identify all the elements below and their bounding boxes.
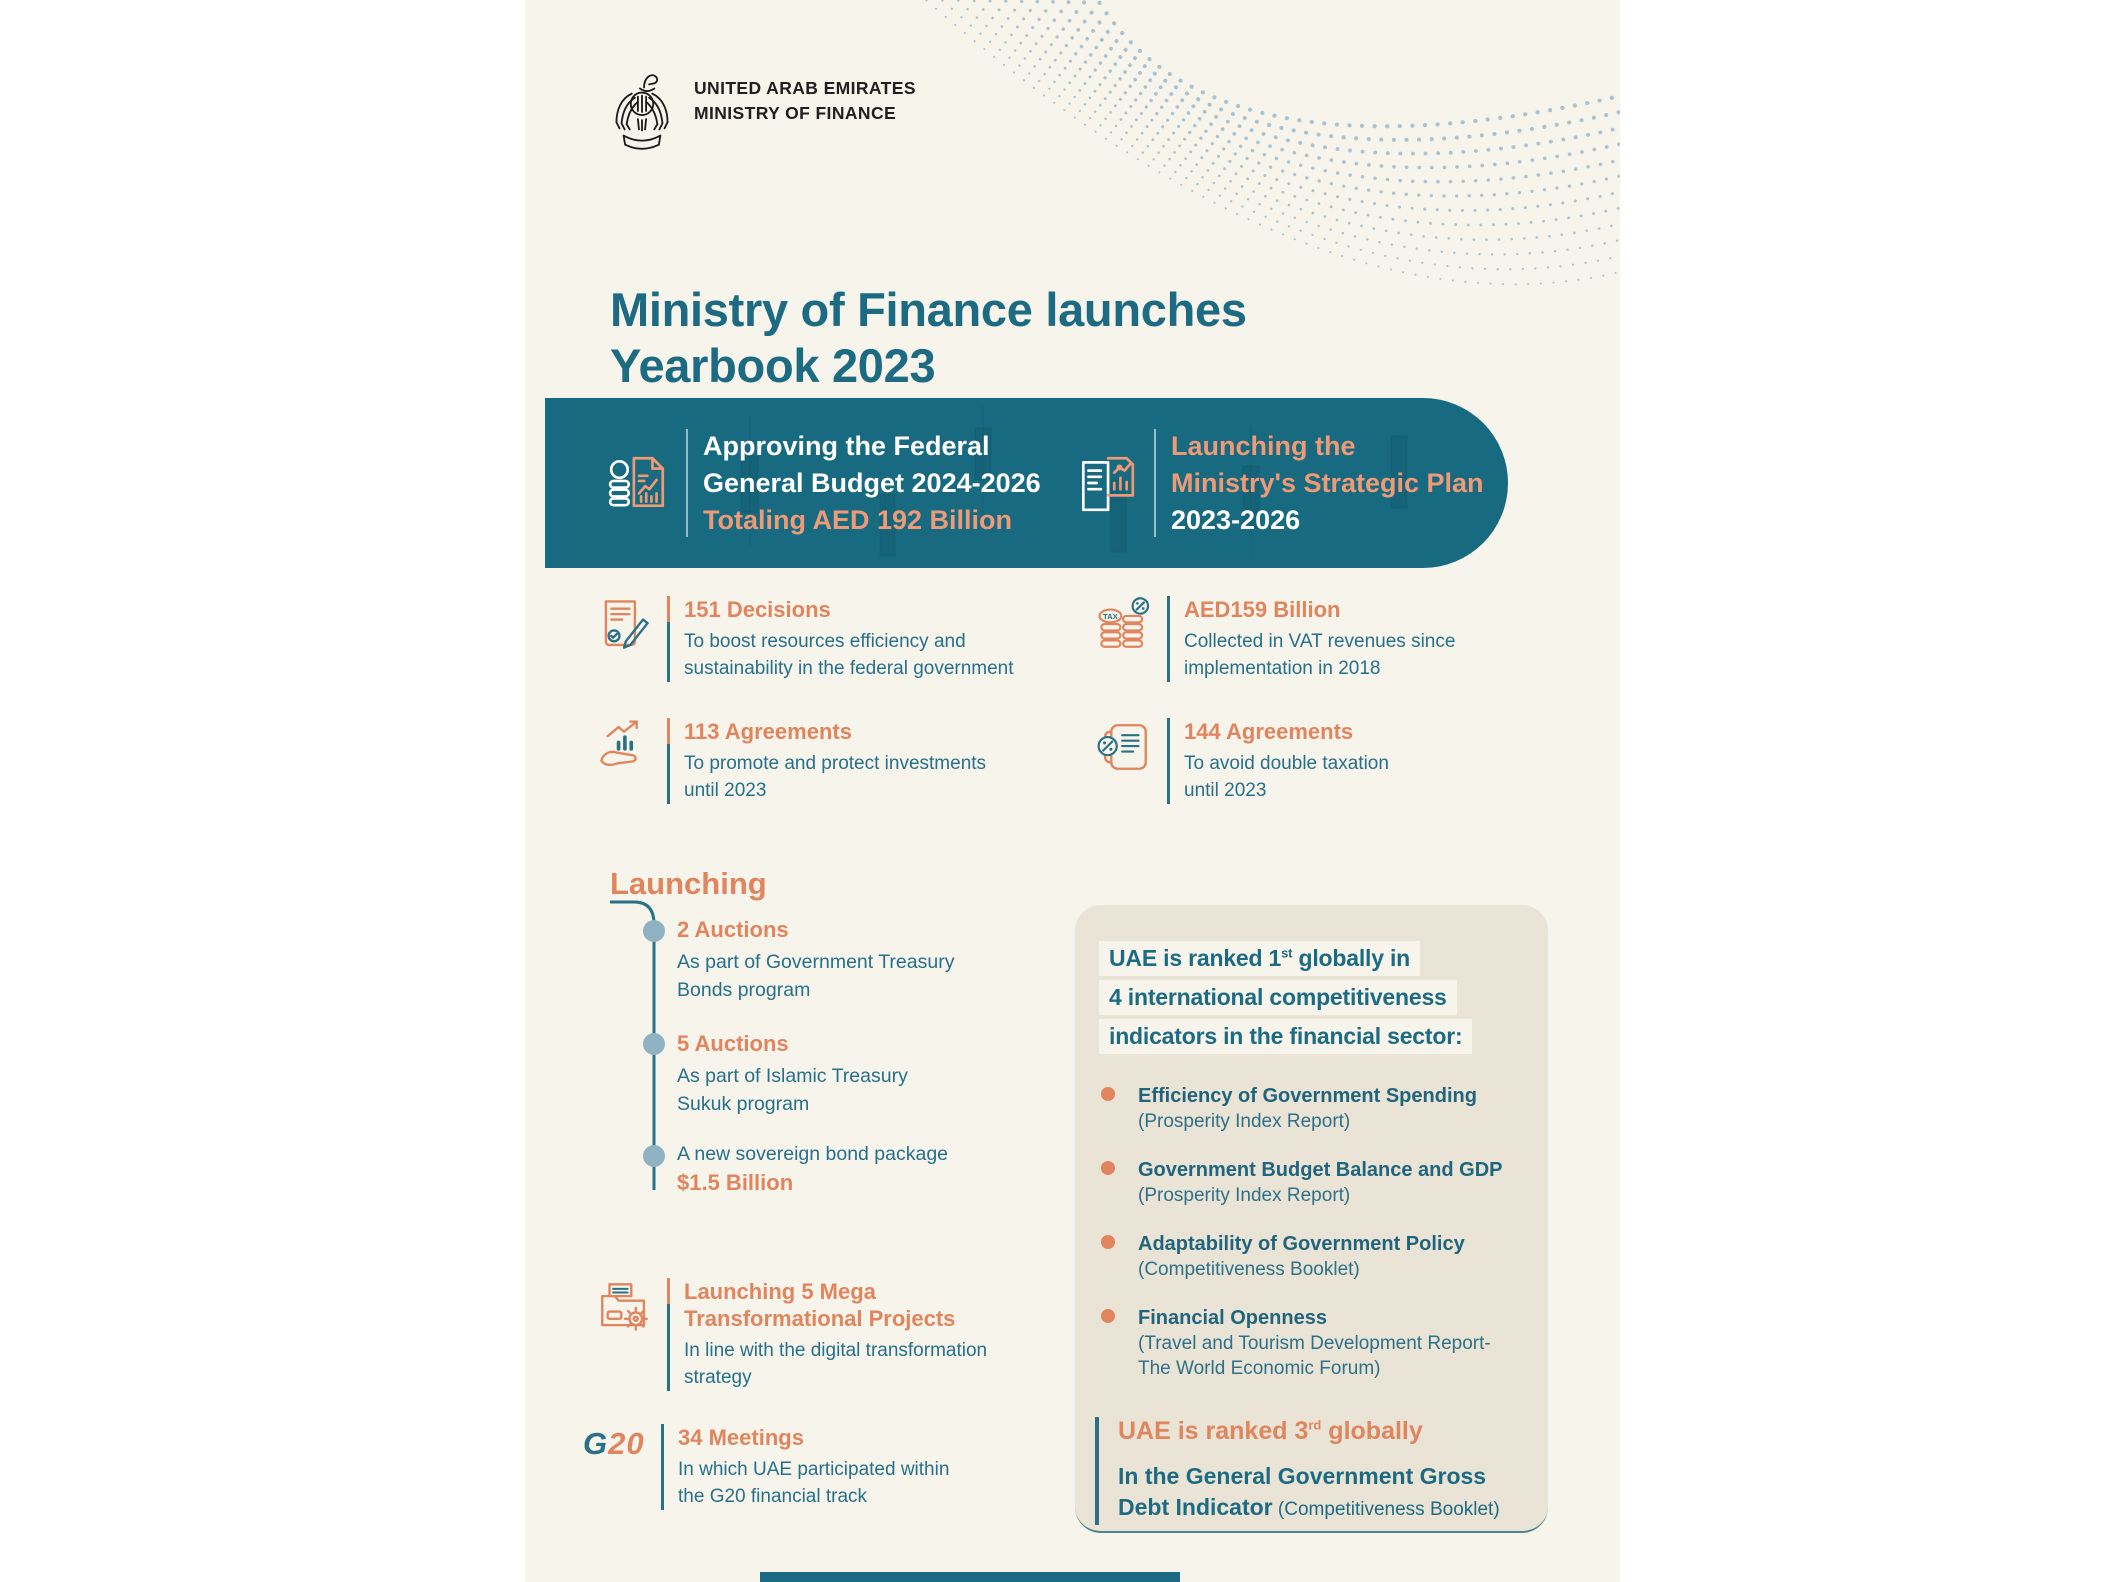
bottom-band-decoration: [760, 1572, 1180, 1582]
tax-coins-percent-icon: [1095, 596, 1153, 682]
ministry-name: [694, 66, 916, 158]
banner-plan-text: [1171, 428, 1484, 539]
highlights-banner: [545, 398, 1508, 568]
debt-indicator-source: (Competitiveness Booklet): [1272, 1499, 1500, 1520]
ranking-title-line1-rest: globally in: [1292, 945, 1411, 971]
rank-3rd-text: UAE is ranked 3: [1118, 1417, 1309, 1445]
rank-3rd-rest: globally: [1321, 1417, 1423, 1445]
timeline-item-sovereign-bond: [677, 1140, 948, 1198]
timeline-decoration: [610, 898, 685, 1198]
stat-divider: [1167, 596, 1170, 682]
stat-divider: [661, 1424, 664, 1510]
banner-plan-line2: Ministry's Strategic Plan: [1171, 467, 1484, 498]
indicator-item: [1101, 1231, 1521, 1282]
investment-growth-hand-icon: [595, 718, 653, 804]
stat-desc-line: until 2023: [1184, 780, 1267, 801]
banner-budget-text: [703, 428, 1041, 539]
banner-item-budget: [605, 398, 1041, 568]
stat-mega-projects: [595, 1278, 987, 1391]
stat-desc-line: the G20 financial track: [678, 1486, 868, 1507]
timeline-desc-line: A new sovereign bond package: [677, 1143, 949, 1165]
g20-logo-icon: [583, 1424, 647, 1510]
timeline-desc-line: Bonds program: [677, 979, 811, 1001]
indicator-source: (Prosperity Index Report): [1138, 1111, 1351, 1132]
signed-decision-document-icon: [595, 596, 653, 682]
bullet-dot-icon: [1101, 1161, 1115, 1175]
stat-double-tax-text: [1184, 718, 1389, 804]
stat-decisions-text: [684, 596, 1014, 682]
ranking-title-line3: indicators in the financial sector:: [1099, 1019, 1472, 1054]
stat-g20-meetings: [583, 1424, 949, 1510]
indicator-source: (Travel and Tourism Development Report- The World Economic Forum): [1138, 1333, 1491, 1379]
stat-value: 34 Meetings: [678, 1425, 804, 1450]
banner-divider: [686, 429, 688, 537]
stat-value-line1: Launching 5 Mega: [684, 1279, 876, 1304]
timeline-desc-line: As part of Government Treasury: [677, 951, 955, 973]
timeline-item-sukuk: [677, 1030, 908, 1118]
ministry-name-line2: MINISTRY OF FINANCE: [694, 103, 897, 123]
ranking-title-line1: [1099, 941, 1420, 976]
stat-divider: [1167, 718, 1170, 804]
stat-desc-line: implementation in 2018: [1184, 658, 1381, 679]
rank-3rd-ordinal: rd: [1308, 1417, 1322, 1433]
ministry-logo: [610, 66, 916, 158]
banner-budget-line2: General Budget 2024-2026: [703, 467, 1041, 498]
banner-divider: [1154, 429, 1156, 537]
ranking-title-line2: 4 international competitiveness: [1099, 980, 1457, 1015]
timeline-dot: [643, 920, 665, 942]
stat-vat-revenues: [1095, 596, 1455, 682]
banner-plan-line3: 2023-2026: [1171, 504, 1301, 535]
stat-value: 144 Agreements: [1184, 719, 1354, 744]
bullet-dot-icon: [1101, 1235, 1115, 1249]
bullet-dot-icon: [1101, 1087, 1115, 1101]
timeline-desc-line: As part of Islamic Treasury: [677, 1065, 908, 1087]
stat-value-line2: Transformational Projects: [684, 1306, 956, 1331]
tax-scroll-percent-icon: [1095, 718, 1153, 804]
indicator-name: Government Budget Balance and GDP: [1138, 1159, 1503, 1181]
page-title: [610, 282, 1247, 394]
stat-double-taxation-agreements: [1095, 718, 1389, 804]
stat-desc-line: Collected in VAT revenues since: [1184, 631, 1456, 652]
debt-indicator-text: [1118, 1461, 1518, 1525]
page-title-line2: Yearbook 2023: [610, 339, 936, 392]
timeline-dot: [643, 1033, 665, 1055]
stat-value: AED159 Billion: [1184, 597, 1341, 622]
indicator-item: [1101, 1305, 1521, 1381]
stat-divider: [667, 718, 670, 804]
stat-desc-line: strategy: [684, 1367, 752, 1388]
banner-plan-line1: Launching the: [1171, 430, 1356, 461]
ranking-title-ordinal: st: [1281, 945, 1293, 961]
stat-value: 113 Agreements: [684, 719, 852, 744]
budget-document-coins-icon: [605, 450, 671, 516]
ranking-panel-title: [1099, 941, 1472, 1058]
banner-item-strategic-plan: [1073, 398, 1484, 568]
stat-desc-line: In which UAE participated within: [678, 1459, 950, 1480]
stat-desc-line: To boost resources efficiency and: [684, 631, 966, 652]
banner-budget-line1: Approving the Federal: [703, 430, 990, 461]
stat-value: 151 Decisions: [684, 597, 831, 622]
banner-budget-highlight: Totaling AED 192 Billion: [703, 504, 1013, 535]
indicator-list: [1101, 1083, 1521, 1404]
stat-desc-line: To promote and protect investments: [684, 753, 987, 774]
indicator-name: Adaptability of Government Policy: [1138, 1233, 1465, 1255]
indicator-name: Efficiency of Government Spending: [1138, 1085, 1477, 1107]
indicator-item: [1101, 1157, 1521, 1208]
timeline-item-title: 5 Auctions: [677, 1031, 789, 1056]
ranking-panel-footer: [1095, 1417, 1505, 1525]
stat-desc-line: To avoid double taxation: [1184, 753, 1389, 774]
stat-investment-agreements: [595, 718, 986, 804]
competitiveness-ranking-panel: [1075, 905, 1548, 1533]
ranking-title-line1-text: UAE is ranked 1: [1109, 945, 1282, 971]
stat-mega-projects-text: [684, 1278, 987, 1391]
indicator-name: Financial Openness: [1138, 1307, 1327, 1329]
g20-number-20: 20: [608, 1426, 645, 1461]
timeline-dot: [643, 1145, 665, 1167]
timeline-item-bonds: [677, 916, 954, 1004]
stat-vat-text: [1184, 596, 1455, 682]
strategic-plan-chart-icon: [1073, 450, 1139, 516]
stat-desc-line: until 2023: [684, 780, 767, 801]
stat-divider: [667, 596, 670, 682]
launching-heading: Launching: [610, 866, 767, 901]
stat-desc-line: In line with the digital transformation: [684, 1340, 988, 1361]
rank-3rd-line: [1118, 1417, 1505, 1446]
indicator-source: (Competitiveness Booklet): [1138, 1259, 1360, 1280]
stat-divider: [667, 1278, 670, 1391]
g20-letter-g: G: [583, 1426, 609, 1461]
svg-text:TAX: TAX: [1103, 612, 1118, 622]
page-title-line1: Ministry of Finance launches: [610, 283, 1247, 336]
stat-desc-line: sustainability in the federal government: [684, 658, 1014, 679]
timeline-item-title: 2 Auctions: [677, 917, 789, 942]
debt-indicator-bold: In the General Government Gross Debt Indicator: [1118, 1463, 1487, 1520]
stat-investment-text: [684, 718, 986, 804]
dotted-wave-decoration: [875, 0, 1620, 315]
infographic-page: [525, 0, 1620, 1582]
timeline-item-highlight: $1.5 Billion: [677, 1170, 794, 1195]
bullet-dot-icon: [1101, 1309, 1115, 1323]
transformation-folder-gear-icon: [595, 1278, 653, 1391]
uae-falcon-emblem-icon: [610, 66, 674, 158]
ministry-name-line1: UNITED ARAB EMIRATES: [694, 78, 916, 98]
stat-decisions: [595, 596, 1014, 682]
timeline-desc-line: Sukuk program: [677, 1093, 810, 1115]
indicator-item: [1101, 1083, 1521, 1134]
indicator-source: (Prosperity Index Report): [1138, 1185, 1351, 1206]
stat-g20-text: [678, 1424, 949, 1510]
